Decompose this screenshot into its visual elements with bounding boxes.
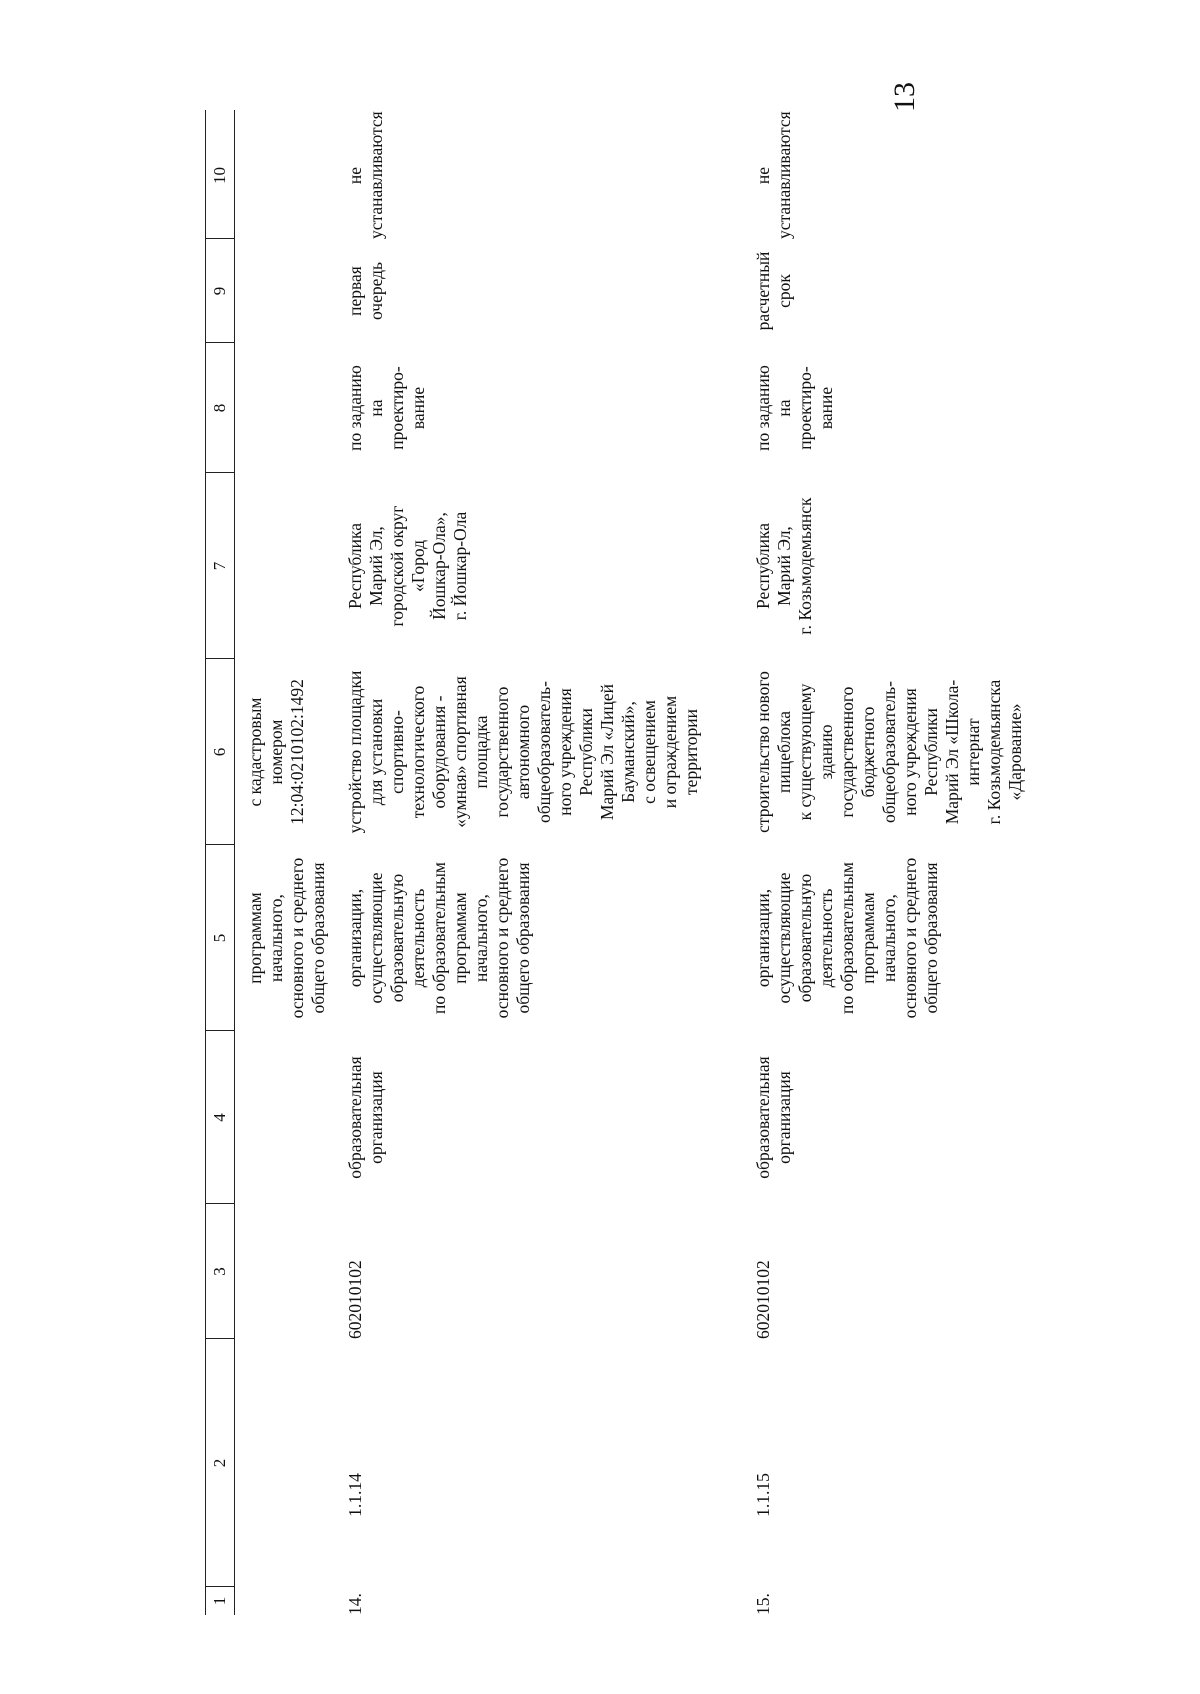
header-col-4: 4 (206, 1030, 234, 1204)
cell-c2: 1.1.15 (753, 1473, 773, 1517)
header-col-1: 1 (206, 1586, 234, 1615)
header-col-6: 6 (206, 658, 234, 845)
rotated-table (205, 110, 1060, 1615)
cell-c2: 1.1.14 (345, 1473, 365, 1517)
header-col-8: 8 (206, 342, 234, 473)
cell-c4: образовательная организация (753, 1056, 794, 1179)
cell-c5: организации, осуществляющие образовательную деятельность по образовательным программам начального, основного и среднего общего образования (345, 857, 533, 1019)
page-number: 13 (888, 82, 921, 112)
cell-c9: расчетный срок (753, 251, 794, 331)
cell-c1: 14. (345, 1593, 365, 1615)
cell-c1: 15. (753, 1593, 773, 1615)
cell-c5: программам начального, основного и среднего общего образования (245, 857, 328, 1019)
cell-c10: не устанавливаются (753, 111, 794, 239)
cell-c7: Республика Марий Эл, городской округ «Город Йошкар-Ола», г. Йошкар-Ола (345, 505, 470, 627)
cell-c10: не устанавливаются (345, 111, 386, 239)
table-header (205, 110, 235, 1615)
cell-c6: с кадастровым номером 12:04:0210102:1492 (245, 679, 307, 825)
header-col-9: 9 (206, 238, 234, 343)
header-col-5: 5 (206, 844, 234, 1031)
cell-c4: образовательная организация (345, 1056, 386, 1179)
cell-c6: строительство нового пищеблока к существующему зданию государственного бюджетного общеобразователь- ного учреждения Республики Марий Эл «Школа- интернат г. Козьмодемьянска «Дарование» (753, 671, 1025, 833)
header-col-2: 2 (206, 1338, 234, 1587)
header-col-3: 3 (206, 1203, 234, 1339)
cell-c3: 602010102 (753, 1260, 773, 1339)
cell-c8: по заданию на проектиро- вание (345, 365, 428, 451)
cell-c6: устройство площадки для установки спортивно- технологического оборудования - «умная» спортивная площадка государственного автономного общеобразователь- ного учреждения Республики Марий Эл «Лицей Бауманский», с освещением и ограждением территории (345, 670, 701, 834)
cell-c8: по заданию на проектиро- вание (753, 365, 836, 451)
cell-c5: организации, осуществляющие образовательную деятельность по образовательным программам начального, основного и среднего общего образования (753, 857, 941, 1019)
cell-c7: Республика Марий Эл, г. Козьмодемьянск (753, 497, 815, 635)
cell-c3: 602010102 (345, 1260, 365, 1339)
header-col-10: 10 (210, 167, 229, 184)
header-col-7: 7 (206, 472, 234, 659)
cell-c9: первая очередь (345, 261, 386, 321)
